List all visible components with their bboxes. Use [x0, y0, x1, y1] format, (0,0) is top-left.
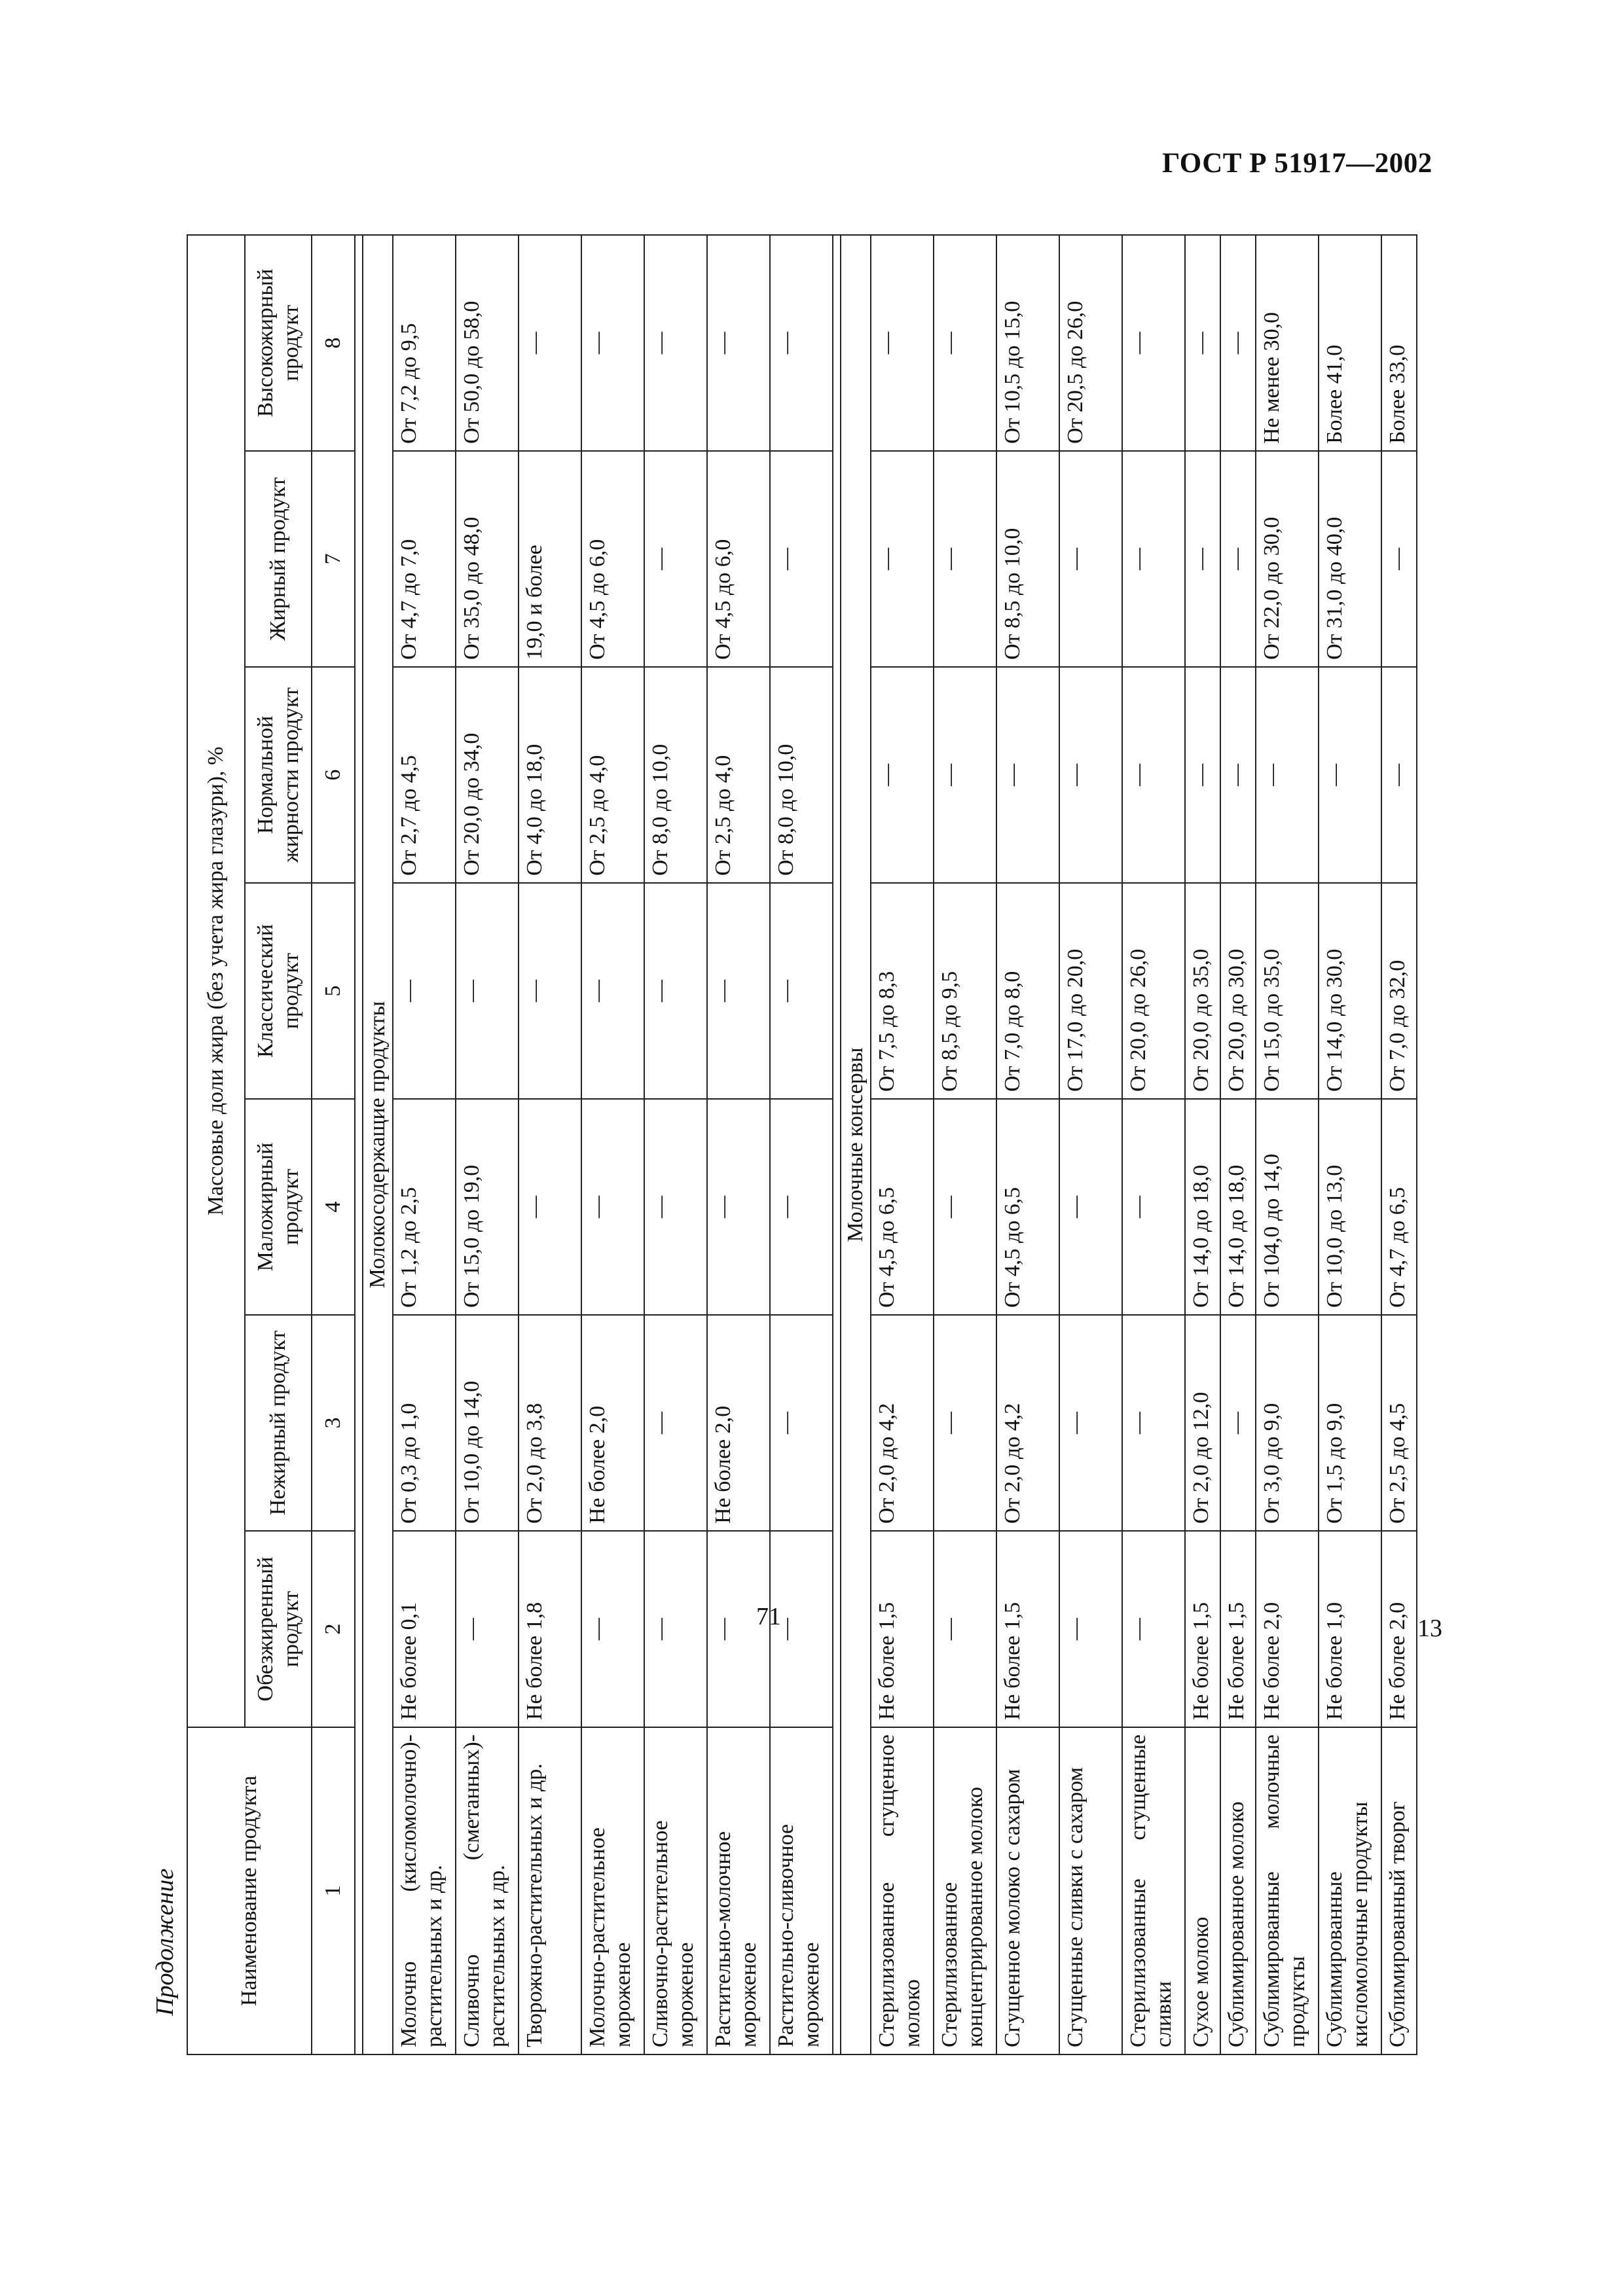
value-cell: —	[934, 451, 996, 667]
value-cell: От 8,0 до 10,0	[644, 667, 707, 883]
value-cell: —	[770, 451, 833, 667]
value-cell: —	[1122, 1315, 1185, 1531]
value-cell: От 14,0 до 18,0	[1220, 1099, 1256, 1315]
product-name-cell: Сливочно (сметанных)-растительных и др.	[456, 1727, 519, 2054]
value-cell: —	[1381, 451, 1417, 667]
value-cell: От 20,5 до 26,0	[1059, 235, 1122, 451]
column-header: Нормальной жирности продукт	[245, 667, 312, 883]
column-header: Обезжиренный продукт	[245, 1531, 312, 1727]
value-cell: От 35,0 до 48,0	[456, 451, 519, 667]
value-cell: —	[1381, 667, 1417, 883]
table-row	[1185, 235, 1220, 2054]
product-name-cell: Стерилизованные сгущенные сливки	[1122, 1727, 1185, 2054]
value-cell: Более 41,0	[1319, 235, 1381, 451]
product-name-cell: Творожно-растительных и др.	[519, 1727, 581, 2054]
value-cell: От 22,0 до 30,0	[1256, 451, 1319, 667]
name-column-header: Наименование продукта	[187, 1727, 312, 2054]
value-cell: От 2,5 до 4,0	[581, 667, 644, 883]
value-cell: —	[770, 235, 833, 451]
table-row	[1220, 235, 1256, 2054]
value-cell: От 7,0 до 8,0	[996, 883, 1059, 1099]
value-cell: От 4,5 до 6,5	[996, 1099, 1059, 1315]
value-cell: От 1,2 до 2,5	[393, 1099, 456, 1315]
table-row	[770, 235, 833, 2054]
product-name-cell: Растительно-молочное мороженое	[707, 1727, 770, 2054]
value-cell: —	[871, 667, 934, 883]
value-cell: От 20,0 до 34,0	[456, 667, 519, 883]
table-row	[393, 235, 456, 2054]
value-cell: —	[1122, 667, 1185, 883]
section-spacer	[355, 235, 363, 2054]
product-name-cell: Стерилизованное концентрированное молоко	[934, 1727, 996, 2054]
value-cell: —	[581, 235, 644, 451]
value-cell: —	[581, 1531, 644, 1727]
section-spacer	[833, 235, 841, 2054]
value-cell: От 2,0 до 4,2	[871, 1315, 934, 1531]
value-cell: —	[456, 1531, 519, 1727]
value-cell: От 4,0 до 18,0	[519, 667, 581, 883]
page-number-right: 13	[1417, 1615, 1442, 1642]
value-cell: —	[1122, 235, 1185, 451]
value-cell: —	[1122, 451, 1185, 667]
value-cell: Не более 0,1	[393, 1531, 456, 1727]
value-cell: От 10,0 до 13,0	[1319, 1099, 1381, 1315]
value-cell: —	[1185, 235, 1220, 451]
value-cell: От 20,0 до 30,0	[1220, 883, 1256, 1099]
value-cell: —	[1059, 1099, 1122, 1315]
value-cell: —	[1220, 235, 1256, 451]
table-row	[1319, 235, 1381, 2054]
value-cell: От 20,0 до 26,0	[1122, 883, 1185, 1099]
product-name-cell: Сублимированное молоко	[1220, 1727, 1256, 2054]
value-cell: От 8,5 до 10,0	[996, 451, 1059, 667]
column-number: 8	[312, 235, 355, 451]
value-cell: —	[519, 1099, 581, 1315]
value-cell: —	[707, 1531, 770, 1727]
value-cell: —	[1059, 1315, 1122, 1531]
value-cell: От 104,0 до 14,0	[1256, 1099, 1319, 1315]
column-header: Классический продукт	[245, 883, 312, 1099]
value-cell: Не более 1,5	[1185, 1531, 1220, 1727]
fat-content-table	[187, 234, 1417, 2055]
column-header: Жирный продукт	[245, 451, 312, 667]
product-name-cell: Сублимированный творог	[1381, 1727, 1417, 2054]
value-cell: Не менее 30,0	[1256, 235, 1319, 451]
product-name-cell: Сливочно-растительное мороженое	[644, 1727, 707, 2054]
value-cell: От 8,0 до 10,0	[770, 667, 833, 883]
column-header: Высокожирный продукт	[245, 235, 312, 451]
value-cell: —	[934, 1315, 996, 1531]
value-cell: От 10,5 до 15,0	[996, 235, 1059, 451]
value-cell: 19,0 и более	[519, 451, 581, 667]
column-number: 1	[312, 1727, 355, 2054]
product-name-cell: Молочно-растительное мороженое	[581, 1727, 644, 2054]
document-code: ГОСТ Р 51917—2002	[1162, 148, 1432, 179]
value-cell: —	[770, 1315, 833, 1531]
value-cell: —	[1059, 667, 1122, 883]
value-cell: Не более 2,0	[707, 1315, 770, 1531]
value-cell: —	[456, 883, 519, 1099]
value-cell: Не более 1,5	[996, 1531, 1059, 1727]
value-cell: —	[770, 883, 833, 1099]
value-cell: От 14,0 до 18,0	[1185, 1099, 1220, 1315]
value-cell: —	[644, 451, 707, 667]
value-cell: От 31,0 до 40,0	[1319, 451, 1381, 667]
product-name-cell: Сублимированные кисломолочные продукты	[1319, 1727, 1381, 2054]
value-cell: —	[934, 1099, 996, 1315]
value-cell: От 15,0 до 35,0	[1256, 883, 1319, 1099]
value-cell: Не более 1,8	[519, 1531, 581, 1727]
value-cell: —	[1220, 667, 1256, 883]
value-cell: От 4,5 до 6,0	[707, 451, 770, 667]
value-cell: Не более 2,0	[1256, 1531, 1319, 1727]
value-cell: От 14,0 до 30,0	[1319, 883, 1381, 1099]
group-header: Массовые доли жира (без учета жира глазури), %	[187, 235, 245, 1727]
value-cell: —	[644, 235, 707, 451]
value-cell: От 20,0 до 35,0	[1185, 883, 1220, 1099]
column-number: 5	[312, 883, 355, 1099]
section-title: Молокосодержащие продукты	[363, 235, 393, 2054]
value-cell: —	[934, 235, 996, 451]
value-cell: От 50,0 до 58,0	[456, 235, 519, 451]
section-spacer-cell	[355, 235, 363, 2054]
value-cell: От 7,5 до 8,3	[871, 883, 934, 1099]
value-cell: —	[707, 1099, 770, 1315]
table-row	[707, 235, 770, 2054]
value-cell: Более 33,0	[1381, 235, 1417, 451]
table-row	[519, 235, 581, 2054]
product-name-cell: Растительно-сливочное мороженое	[770, 1727, 833, 2054]
value-cell: От 2,5 до 4,5	[1381, 1315, 1417, 1531]
value-cell: —	[707, 883, 770, 1099]
value-cell: —	[770, 1531, 833, 1727]
value-cell: —	[1059, 451, 1122, 667]
product-name-cell: Сгущенное молоко с сахаром	[996, 1727, 1059, 2054]
table-row	[871, 235, 934, 2054]
value-cell: Не более 2,0	[581, 1315, 644, 1531]
value-cell: —	[770, 1099, 833, 1315]
table-row	[1059, 235, 1122, 2054]
value-cell: —	[644, 1099, 707, 1315]
value-cell: От 4,7 до 6,5	[1381, 1099, 1417, 1315]
value-cell: —	[581, 883, 644, 1099]
section-row	[363, 235, 393, 2054]
value-cell: —	[1122, 1099, 1185, 1315]
table-row	[1381, 235, 1417, 2054]
table-body	[355, 235, 1417, 2054]
product-name-cell: Сгущенные сливки с сахаром	[1059, 1727, 1122, 2054]
page-number-left: 71	[756, 1603, 781, 1630]
table-row	[644, 235, 707, 2054]
product-name-cell: Сублимированные молочные продукты	[1256, 1727, 1319, 2054]
value-cell: —	[934, 1531, 996, 1727]
column-header: Маложирный продукт	[245, 1099, 312, 1315]
value-cell: —	[644, 883, 707, 1099]
value-cell: От 2,0 до 12,0	[1185, 1315, 1220, 1531]
value-cell: От 15,0 до 19,0	[456, 1099, 519, 1315]
value-cell: —	[644, 1315, 707, 1531]
product-name-cell: Сухое молоко	[1185, 1727, 1220, 2054]
value-cell: От 2,7 до 4,5	[393, 667, 456, 883]
value-cell: От 1,5 до 9,0	[1319, 1315, 1381, 1531]
section-title: Молочные консервы	[841, 235, 871, 2054]
value-cell: —	[1185, 667, 1220, 883]
value-cell: От 17,0 до 20,0	[1059, 883, 1122, 1099]
product-name-cell: Молочно (кисломолочно)-растительных и др.	[393, 1727, 456, 2054]
column-number: 6	[312, 667, 355, 883]
value-cell: От 7,2 до 9,5	[393, 235, 456, 451]
value-cell: —	[1059, 1531, 1122, 1727]
value-cell: От 7,0 до 32,0	[1381, 883, 1417, 1099]
continued-label: Продолжение	[151, 1868, 179, 2016]
value-cell: Не более 2,0	[1381, 1531, 1417, 1727]
value-cell: —	[519, 235, 581, 451]
column-number: 3	[312, 1315, 355, 1531]
value-cell: —	[1319, 667, 1381, 883]
value-cell: От 10,0 до 14,0	[456, 1315, 519, 1531]
value-cell: От 2,5 до 4,0	[707, 667, 770, 883]
section-row	[841, 235, 871, 2054]
value-cell: От 8,5 до 9,5	[934, 883, 996, 1099]
value-cell: От 4,7 до 7,0	[393, 451, 456, 667]
value-cell: —	[871, 451, 934, 667]
value-cell: —	[393, 883, 456, 1099]
table-row	[456, 235, 519, 2054]
value-cell: —	[871, 235, 934, 451]
value-cell: От 4,5 до 6,5	[871, 1099, 934, 1315]
section-spacer-cell	[833, 235, 841, 2054]
value-cell: —	[644, 1531, 707, 1727]
value-cell: —	[1122, 1531, 1185, 1727]
value-cell: От 3,0 до 9,0	[1256, 1315, 1319, 1531]
column-number: 7	[312, 451, 355, 667]
rotated-table-container	[187, 236, 1463, 2055]
value-cell: —	[707, 235, 770, 451]
column-number: 4	[312, 1099, 355, 1315]
table-row	[1122, 235, 1185, 2054]
table-row	[1256, 235, 1319, 2054]
value-cell: От 0,3 до 1,0	[393, 1315, 456, 1531]
column-header: Нежирный продукт	[245, 1315, 312, 1531]
value-cell: —	[1220, 1315, 1256, 1531]
value-cell: —	[934, 667, 996, 883]
table-row	[934, 235, 996, 2054]
product-name-cell: Стерилизованное сгущенное молоко	[871, 1727, 934, 2054]
value-cell: —	[1185, 451, 1220, 667]
value-cell: Не более 1,5	[1220, 1531, 1256, 1727]
value-cell: —	[1256, 667, 1319, 883]
value-cell: —	[581, 1099, 644, 1315]
value-cell: —	[519, 883, 581, 1099]
value-cell: —	[1220, 451, 1256, 667]
value-cell: Не более 1,0	[1319, 1531, 1381, 1727]
value-cell: От 4,5 до 6,0	[581, 451, 644, 667]
table-row	[996, 235, 1059, 2054]
value-cell: —	[996, 667, 1059, 883]
value-cell: От 2,0 до 3,8	[519, 1315, 581, 1531]
value-cell: Не более 1,5	[871, 1531, 934, 1727]
value-cell: От 2,0 до 4,2	[996, 1315, 1059, 1531]
column-number: 2	[312, 1531, 355, 1727]
table-row	[581, 235, 644, 2054]
